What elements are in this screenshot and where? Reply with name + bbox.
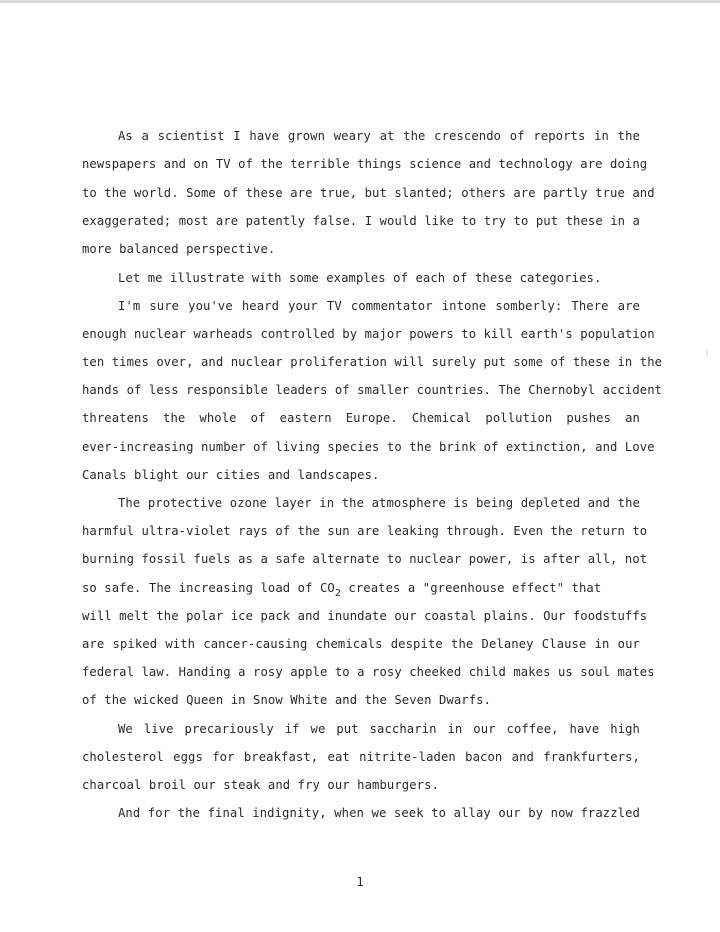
page-number: 1 bbox=[356, 875, 364, 889]
text-line: of the wicked Queen in Snow White and the Seven Dwarfs. bbox=[82, 693, 492, 707]
text-line: will melt the polar ice pack and inundate our coastal plains. Our foodstuffs bbox=[82, 609, 648, 623]
text-line: harmful ultra-violet rays of the sun are leaking through. Even the return to bbox=[82, 524, 648, 538]
text-line: Canals blight our cities and landscapes. bbox=[82, 468, 380, 482]
text-line: to the world. Some of these are true, but slanted; others are partly true and bbox=[82, 186, 655, 200]
text-line: are spiked with cancer-causing chemicals despite the Delaney Clause in our bbox=[82, 637, 640, 651]
text-line: cholesterol eggs for breakfast, eat nitrite-laden bacon and frankfurters, bbox=[82, 750, 640, 764]
text-line: We live precariously if we put saccharin in our coffee, have high bbox=[118, 722, 640, 736]
text-line: And for the final indignity, when we seek to allay our by now frazzled bbox=[118, 806, 640, 820]
text-line: As a scientist I have grown weary at the crescendo of reports in the bbox=[118, 129, 640, 143]
text-line: hands of less responsible leaders of smaller countries. The Chernobyl accident bbox=[82, 383, 663, 397]
text-line: federal law. Handing a rosy apple to a rosy cheeked child makes us soul mates bbox=[82, 665, 655, 679]
text-line: newspapers and on TV of the terrible things science and technology are doing bbox=[82, 157, 648, 171]
text-line-with-subscript bbox=[82, 578, 640, 606]
text-line: Let me illustrate with some examples of each of these categories. bbox=[118, 271, 602, 285]
text-line: exaggerated; most are patently false. I would like to try to put these in a bbox=[82, 214, 640, 228]
subscript-2: 2 bbox=[334, 588, 341, 599]
text-line: enough nuclear warheads controlled by major powers to kill earth's population bbox=[82, 327, 655, 341]
text-segment: so safe. The increasing load of CO bbox=[82, 581, 335, 595]
text-line: burning fossil fuels as a safe alternate to nuclear power, is after all, not bbox=[82, 552, 648, 566]
text-line: threatens the whole of eastern Europe. Chemical pollution pushes an bbox=[82, 411, 640, 425]
text-line: ten times over, and nuclear proliferation will surely put some of these in the bbox=[82, 355, 663, 369]
text-line: charcoal broil our steak and fry our hamburgers. bbox=[82, 778, 439, 792]
text-line: I'm sure you've heard your TV commentator intone somberly: There are bbox=[118, 299, 640, 313]
text-segment: creates a "greenhouse effect" that bbox=[341, 581, 602, 595]
text-line: ever-increasing number of living species to the brink of extinction, and Love bbox=[82, 440, 655, 454]
text-line: The protective ozone layer in the atmosphere is being depleted and the bbox=[118, 496, 640, 510]
text-line: more balanced perspective. bbox=[82, 242, 276, 256]
